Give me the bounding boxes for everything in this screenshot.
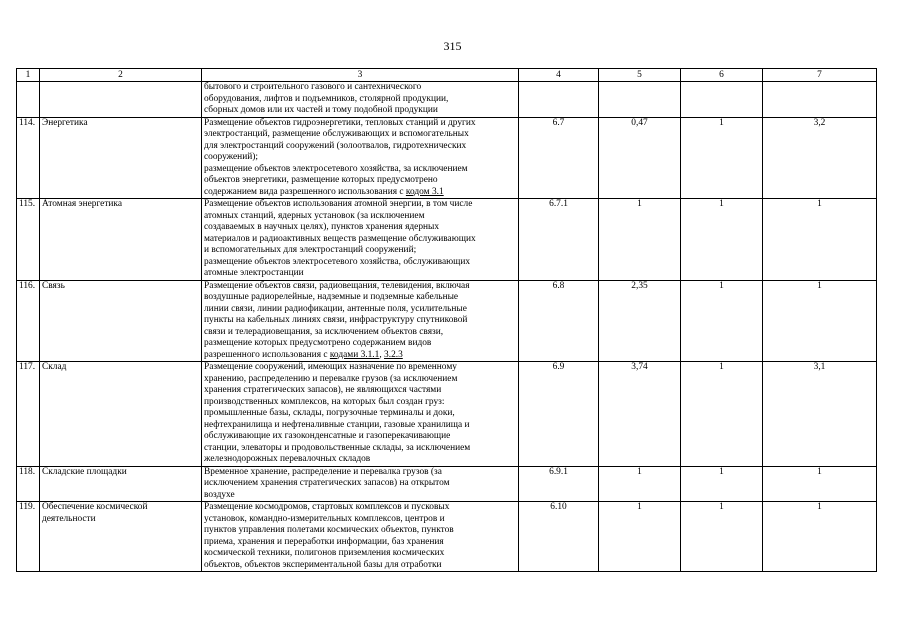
land-use-table	[16, 68, 877, 572]
description-line	[204, 443, 516, 455]
cell-number: 117.	[17, 362, 40, 467]
description-text: размещение объектов электросетевого хозяйства, обслуживающих	[204, 256, 471, 267]
description-line	[204, 292, 516, 304]
description-line: бытового и строительного газового и сантехнического	[204, 82, 422, 92]
description-line	[204, 548, 516, 560]
description-text: материалов и радиоактивных веществ размещение обслуживающих	[204, 233, 476, 244]
table-row	[17, 280, 877, 362]
page-number: 315	[443, 39, 462, 53]
cell-number	[17, 82, 40, 118]
cell-name	[40, 502, 202, 572]
cell-col5: 2,35	[599, 280, 681, 362]
description-text: исключением хранения стратегических запасов) на открытом	[204, 478, 450, 488]
description-text: промышленные базы, склады, погрузочные терминалы и доки,	[204, 408, 455, 418]
description-text: установок, командно-измерительных комплексов, центров и	[204, 513, 445, 524]
code-link[interactable]: кодами 3.1.1	[329, 349, 380, 360]
description-text: космической техники, полигонов приземления космических	[204, 548, 445, 558]
description-line	[204, 525, 516, 537]
column-header: 6	[681, 69, 763, 82]
description-text: приема, хранения и переработки информации, баз хранения	[204, 536, 444, 547]
description-text: разрешенного использования с	[204, 349, 330, 360]
description-line	[204, 467, 516, 479]
description-text: атомные электростанции	[204, 268, 304, 278]
description-text: атомных станций, ядерных установок (за исключением	[204, 210, 425, 221]
description-text: хранению, распределению и перевалке грузов (за исключением	[204, 373, 458, 384]
cell-code: 6.8	[519, 280, 599, 362]
cell-col5: 3,74	[599, 362, 681, 467]
description-text: производственных комплексов, на которых был создан груз:	[204, 396, 445, 407]
cell-description	[202, 502, 519, 572]
description-line	[204, 164, 516, 176]
description-text: пунктов управления полетами космических объектов, пунктов	[204, 525, 454, 535]
table-row-continued	[17, 82, 877, 118]
cell-col5: 1	[599, 466, 681, 502]
column-number-row	[17, 69, 877, 82]
description-line	[204, 187, 516, 199]
cell-code: 6.9	[519, 362, 599, 467]
cell-name	[40, 280, 202, 362]
cell-col6: 1	[681, 117, 763, 199]
cell-col5: 0,47	[599, 117, 681, 199]
cell-col6	[681, 82, 763, 118]
description-line	[204, 537, 516, 549]
link-separator: ,	[379, 349, 385, 360]
description-text: воздухе	[204, 489, 235, 500]
cell-number: 115.	[17, 199, 40, 281]
cell-number: 114.	[17, 117, 40, 199]
description-line	[204, 514, 516, 526]
description-text: содержанием вида разрешенного использования с	[204, 186, 406, 197]
cell-name	[40, 82, 202, 118]
description-line	[204, 385, 516, 397]
description-line	[204, 362, 516, 374]
description-line	[204, 129, 516, 141]
description-line	[204, 502, 516, 514]
description-line	[204, 420, 516, 432]
cell-code: 6.9.1	[519, 466, 599, 502]
code-link[interactable]: 3.2.3	[384, 349, 403, 360]
description-line	[204, 350, 516, 362]
description-text: пункты на кабельных линиях связи, инфраструктуру спутниковой	[204, 315, 468, 325]
name-line: Атомная энергетика	[42, 199, 123, 209]
cell-col7: 1	[763, 280, 877, 362]
description-line	[204, 490, 516, 502]
description-text: Размещение космодромов, стартовых комплексов и пусковых	[204, 502, 450, 512]
table-row	[17, 199, 877, 281]
cell-number: 118.	[17, 466, 40, 502]
description-line	[204, 478, 516, 490]
description-line	[204, 175, 516, 187]
description-line	[204, 560, 516, 572]
cell-description	[202, 82, 519, 118]
description-line	[204, 118, 516, 130]
cell-description	[202, 362, 519, 467]
description-text: создаваемых в научных целях), пунктов хранения ядерных	[204, 222, 440, 232]
cell-description	[202, 117, 519, 199]
cell-col6: 1	[681, 502, 763, 572]
description-line: сборных домов или их частей и тому подобной продукции	[204, 105, 438, 115]
description-text: Временное хранение, распределение и перевалка грузов (за	[204, 466, 442, 477]
cell-description	[202, 466, 519, 502]
description-text: объектов энергетики, размещение которых предусмотрено	[204, 175, 438, 185]
cell-col7: 3,2	[763, 117, 877, 199]
description-text: станции, элеваторы и продовольственные склады, за исключением	[204, 442, 471, 453]
description-text: связи и телерадиовещания, за исключением объектов связи,	[204, 326, 444, 337]
name-line: Связь	[42, 280, 65, 291]
description-line	[204, 374, 516, 386]
name-line: Складские площадки	[42, 466, 127, 477]
cell-col7: 1	[763, 466, 877, 502]
description-line: оборудования, лифтов и подъемников, столярной продукции,	[204, 93, 449, 104]
description-text: Размещение объектов связи, радиовещания, телевидения, включая	[204, 280, 470, 291]
description-line	[204, 408, 516, 420]
name-line: деятельности	[42, 513, 96, 524]
cell-code: 6.7	[519, 117, 599, 199]
description-text: воздушные радиорелейные, надземные и подземные кабельные	[204, 292, 459, 302]
description-text: линии связи, линии радиофикации, антенные поля, усилительные	[204, 303, 467, 314]
description-text: для электростанций сооружений (золоотвалов, гидротехнических	[204, 140, 467, 151]
cell-code: 6.10	[519, 502, 599, 572]
description-text: и вспомогательных для электростанций сооружений;	[204, 245, 417, 255]
cell-col5: 1	[599, 502, 681, 572]
cell-name	[40, 362, 202, 467]
name-line: Обеспечение космической	[42, 502, 148, 512]
column-header: 2	[40, 69, 202, 82]
description-text: размещение объектов электросетевого хозяйства, за исключением	[204, 163, 468, 174]
description-text: Размещение сооружений, имеющих назначение по временному	[204, 362, 457, 372]
cell-name	[40, 466, 202, 502]
table-row	[17, 362, 877, 467]
description-text: электростанций, размещение обслуживающих и вспомогательных	[204, 129, 469, 139]
cell-col7: 1	[763, 199, 877, 281]
description-line	[204, 152, 516, 164]
cell-code	[519, 82, 599, 118]
cell-col5: 1	[599, 199, 681, 281]
table-row	[17, 466, 877, 502]
description-text: сооружений);	[204, 152, 258, 162]
cell-description	[202, 280, 519, 362]
description-text: нефтехранилища и нефтеналивные станции, газовые хранилища и	[204, 419, 470, 430]
description-line	[204, 222, 516, 234]
description-text: хранения стратегических запасов), не являющихся частями	[204, 385, 442, 395]
name-line: Энергетика	[42, 117, 88, 128]
cell-col5	[599, 82, 681, 118]
cell-number: 116.	[17, 280, 40, 362]
description-line	[204, 454, 516, 466]
description-line	[204, 245, 516, 257]
description-line	[204, 397, 516, 409]
description-text: Размещение объектов использования атомной энергии, в том числе	[204, 199, 473, 209]
description-line	[204, 338, 516, 350]
description-text: объектов, объектов экспериментальной базы для отработки	[204, 559, 442, 570]
cell-name	[40, 117, 202, 199]
cell-col7	[763, 82, 877, 118]
table-row	[17, 502, 877, 572]
column-header: 4	[519, 69, 599, 82]
description-line	[204, 431, 516, 443]
cell-col6: 1	[681, 280, 763, 362]
description-line	[204, 281, 516, 293]
description-text: железнодорожных перевалочных складов	[204, 454, 371, 464]
column-header: 3	[202, 69, 519, 82]
description-text: размещение которых предусмотрено содержанием видов	[204, 338, 432, 348]
description-text: обслуживающие их газоконденсатные и газоперекачивающие	[204, 431, 451, 441]
description-line	[204, 268, 516, 280]
table-row	[17, 117, 877, 199]
description-text: Размещение объектов гидроэнергетики, тепловых станций и других	[204, 117, 476, 128]
name-line: Склад	[42, 362, 67, 372]
cell-description	[202, 199, 519, 281]
description-line	[204, 141, 516, 153]
column-header: 1	[17, 69, 40, 82]
cell-col7: 1	[763, 502, 877, 572]
description-line	[204, 234, 516, 246]
cell-col6: 1	[681, 466, 763, 502]
description-line	[204, 315, 516, 327]
column-header: 7	[763, 69, 877, 82]
cell-name	[40, 199, 202, 281]
column-header: 5	[599, 69, 681, 82]
code-link[interactable]: кодом 3.1	[405, 186, 444, 197]
description-line	[204, 199, 516, 211]
description-line	[204, 211, 516, 223]
cell-col6: 1	[681, 199, 763, 281]
cell-col7: 3,1	[763, 362, 877, 467]
description-line	[204, 304, 516, 316]
cell-col6: 1	[681, 362, 763, 467]
description-line	[204, 257, 516, 269]
cell-number: 119.	[17, 502, 40, 572]
cell-code: 6.7.1	[519, 199, 599, 281]
description-line	[204, 327, 516, 339]
